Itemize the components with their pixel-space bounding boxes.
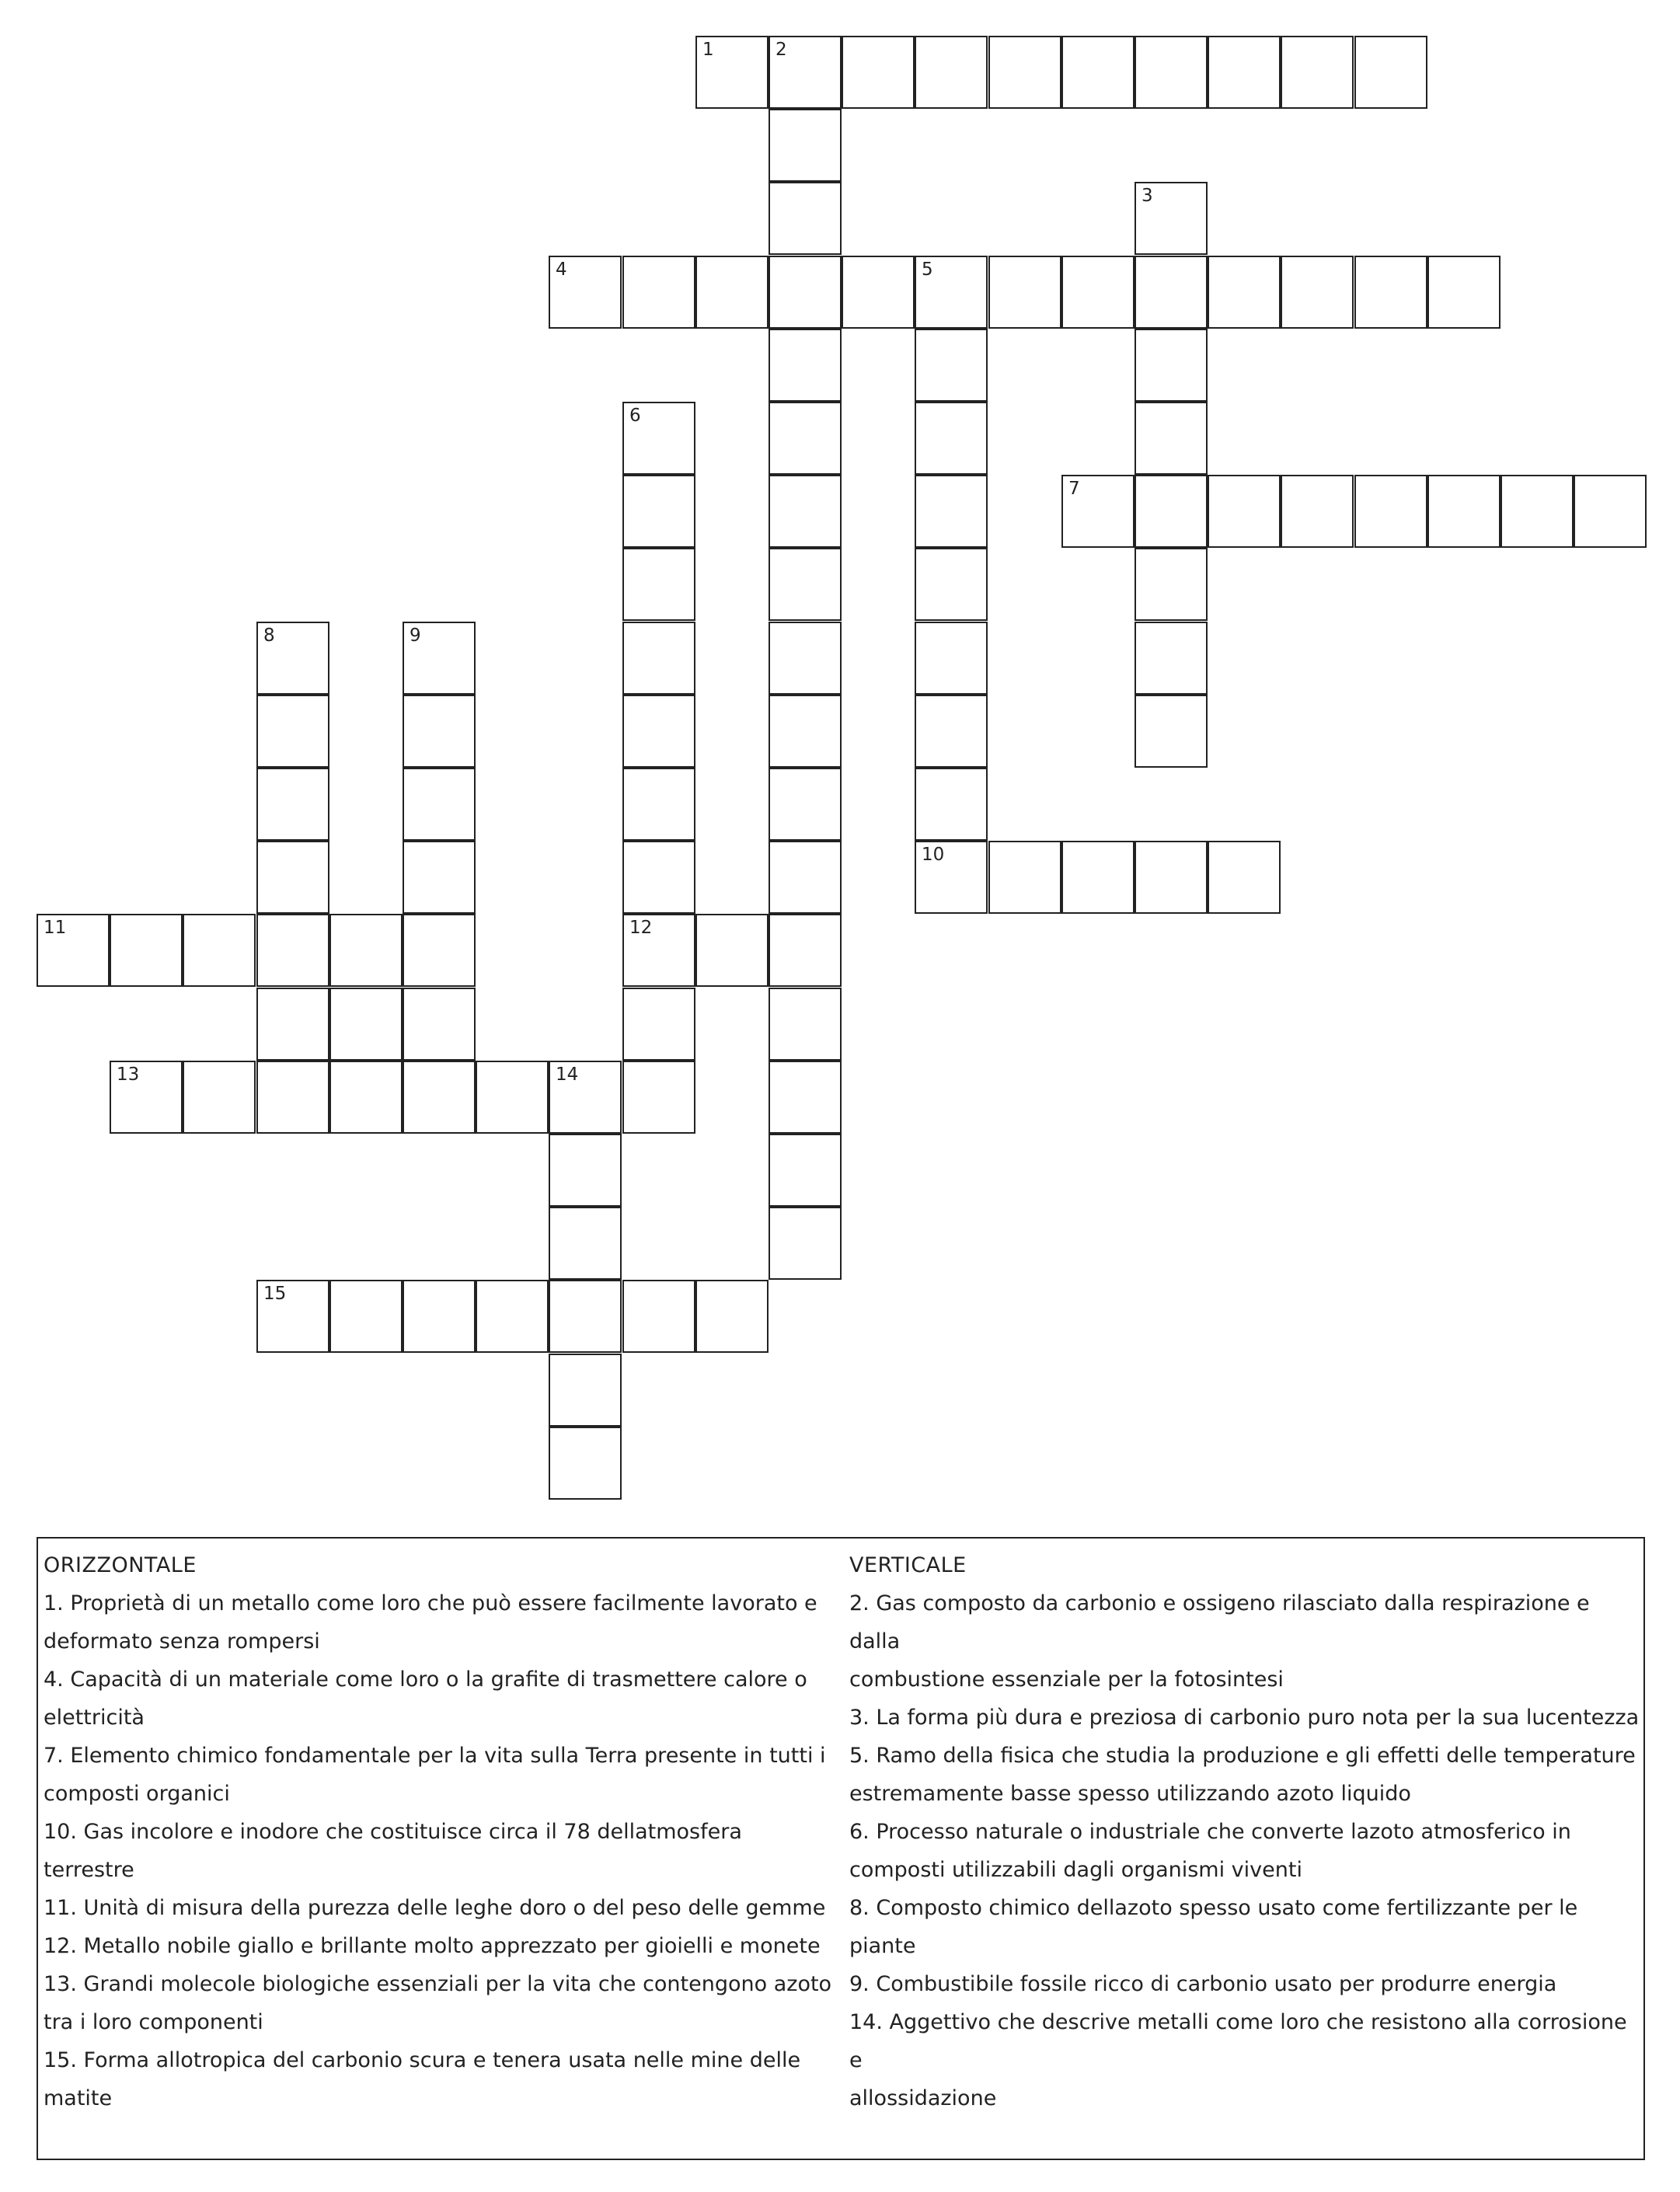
grid-cell[interactable] [183,1061,256,1134]
grid-cell[interactable] [1574,475,1647,548]
across-clue-line: 10. Gas incolore e inodore che costituisce circa il 78 dellatmosfera [44,1820,742,1844]
grid-cell[interactable] [695,36,769,109]
across-clue-line: deformato senza rompersi [44,1629,320,1654]
grid-cell[interactable] [622,914,695,987]
grid-cell[interactable] [1061,475,1135,548]
grid-cell[interactable] [988,256,1061,329]
grid-cell[interactable] [769,1134,842,1207]
across-clue-list [44,1584,856,2117]
grid-cell[interactable] [915,402,988,475]
grid-cell[interactable] [329,914,403,987]
grid-cell[interactable] [622,988,695,1061]
grid-cell[interactable] [329,1061,403,1134]
grid-cell[interactable] [769,988,842,1061]
grid-cell[interactable] [915,768,988,841]
grid-cell[interactable] [842,256,915,329]
across-clue-line: 7. Elemento chimico fondamentale per la vita sulla Terra presente in tutti i [44,1744,826,1768]
grid-cell[interactable] [622,695,695,768]
grid-cell[interactable] [1135,695,1208,768]
grid-cell[interactable] [769,768,842,841]
across-heading: ORIZZONTALE [44,1553,197,1577]
grid-cell[interactable] [622,622,695,695]
grid-cell[interactable] [622,475,695,548]
clue-number: 9 [410,626,421,646]
grid-cell[interactable] [403,622,476,695]
grid-cell[interactable] [622,1061,695,1134]
grid-cell[interactable] [403,914,476,987]
grid-cell[interactable] [403,1061,476,1134]
grid-cell[interactable] [915,36,988,109]
grid-cell[interactable] [549,1354,622,1427]
grid-cell[interactable] [769,695,842,768]
clue-box [37,1537,1645,2160]
grid-cell[interactable] [1135,256,1208,329]
across-clue-line: 12. Metallo nobile giallo e brillante molto apprezzato per gioielli e monete [44,1934,821,1958]
grid-cell[interactable] [915,548,988,621]
grid-cell[interactable] [256,1280,329,1353]
down-clue-line: 5. Ramo della fisica che studia la produzione e gli effetti delle temperature [849,1744,1636,1768]
grid-cell[interactable] [1208,256,1281,329]
grid-cell[interactable] [622,1280,695,1353]
grid-cell[interactable] [1135,36,1208,109]
grid-cell[interactable] [622,256,695,329]
grid-cell[interactable] [403,768,476,841]
grid-cell[interactable] [1281,36,1354,109]
grid-cell[interactable] [1061,36,1135,109]
grid-cell[interactable] [1135,402,1208,475]
grid-cell[interactable] [769,329,842,402]
grid-cell[interactable] [622,548,695,621]
down-clues [849,1546,1642,2117]
grid-cell[interactable] [476,1061,549,1134]
across-clue-line: composti organici [44,1782,230,1806]
grid-cell[interactable] [256,622,329,695]
grid-cell[interactable] [403,841,476,914]
grid-cell[interactable] [37,914,110,987]
grid-cell[interactable] [549,1280,622,1353]
clue-number: 4 [556,260,567,280]
grid-cell[interactable] [769,914,842,987]
grid-cell[interactable] [622,768,695,841]
across-clue-line: elettricità [44,1706,145,1730]
across-clue-line: 11. Unità di misura della purezza delle leghe doro o del peso delle gemme [44,1896,826,1920]
down-clue-line: composti utilizzabili dagli organismi viventi [849,1858,1302,1882]
grid-cell[interactable] [1354,256,1427,329]
grid-cell[interactable] [549,1061,622,1134]
grid-cell[interactable] [915,329,988,402]
grid-cell[interactable] [403,695,476,768]
grid-cell[interactable] [842,36,915,109]
grid-cell[interactable] [1135,841,1208,914]
down-clue-line: 2. Gas composto da carbonio e ossigeno rilasciato dalla respirazione e dalla [849,1591,1590,1654]
grid-cell[interactable] [1135,329,1208,402]
grid-cell[interactable] [549,1427,622,1500]
grid-cell[interactable] [549,256,622,329]
grid-cell[interactable] [695,914,769,987]
down-clue-line: estremamente basse spesso utilizzando azoto liquido [849,1782,1411,1806]
across-clues [44,1546,856,2117]
grid-cell[interactable] [549,1134,622,1207]
grid-cell[interactable] [1061,841,1135,914]
grid-cell[interactable] [769,1207,842,1280]
grid-cell[interactable] [256,988,329,1061]
down-clue-line: 3. La forma più dura e preziosa di carbonio puro nota per la sua lucentezza [849,1706,1640,1730]
across-clue-line: 15. Forma allotropica del carbonio scura e tenera usata nelle mine delle [44,2048,801,2072]
grid-cell[interactable] [915,256,988,329]
grid-cell[interactable] [1427,256,1500,329]
grid-cell[interactable] [769,402,842,475]
clue-number: 15 [263,1284,287,1304]
grid-cell[interactable] [622,402,695,475]
clue-number: 7 [1068,479,1080,499]
grid-cell[interactable] [1135,622,1208,695]
grid-cell[interactable] [769,256,842,329]
across-clue-line: 4. Capacità di un materiale come loro o la grafite di trasmettere calore o [44,1668,807,1692]
down-clue-line: 8. Composto chimico dellazoto spesso usato come fertilizzante per le piante [849,1896,1578,1958]
grid-cell[interactable] [1281,475,1354,548]
clue-number: 11 [44,918,67,938]
grid-cell[interactable] [1427,475,1500,548]
grid-cell[interactable] [1354,475,1427,548]
grid-cell[interactable] [256,914,329,987]
grid-cell[interactable] [403,988,476,1061]
grid-cell[interactable] [256,768,329,841]
grid-cell[interactable] [1061,256,1135,329]
grid-cell[interactable] [1500,475,1574,548]
down-clue-line: 9. Combustibile fossile ricco di carbonio usato per produrre energia [849,1972,1557,1996]
down-clue-line: 14. Aggettivo che descrive metalli come loro che resistono alla corrosione e [849,2010,1627,2072]
grid-cell[interactable] [1135,548,1208,621]
grid-cell[interactable] [915,695,988,768]
grid-cell[interactable] [256,841,329,914]
grid-cell[interactable] [915,475,988,548]
grid-cell[interactable] [988,36,1061,109]
grid-cell[interactable] [769,182,842,255]
grid-cell[interactable] [1135,182,1208,255]
clue-number: 12 [629,918,653,938]
grid-cell[interactable] [769,548,842,621]
grid-cell[interactable] [622,841,695,914]
down-clue-line: allossidazione [849,2086,997,2110]
across-clue-line: tra i loro componenti [44,2010,263,2034]
grid-cell[interactable] [1208,36,1281,109]
grid-cell[interactable] [549,1207,622,1280]
clue-number: 6 [629,406,641,426]
grid-cell[interactable] [256,695,329,768]
down-clue-line: combustione essenziale per la fotosintesi [849,1668,1284,1692]
clue-number: 5 [922,260,933,280]
grid-cell[interactable] [403,1280,476,1353]
down-clue-line: 6. Processo naturale o industriale che converte lazoto atmosferico in [849,1820,1571,1844]
grid-cell[interactable] [915,622,988,695]
across-clue-line: 13. Grandi molecole biologiche essenziali per la vita che contengono azoto [44,1972,832,1996]
clue-number: 10 [922,845,945,865]
clue-number: 1 [702,40,714,60]
grid-cell[interactable] [769,36,842,109]
grid-cell[interactable] [329,988,403,1061]
grid-cell[interactable] [1135,475,1208,548]
clue-number: 8 [263,626,275,646]
grid-cell[interactable] [110,1061,183,1134]
grid-cell[interactable] [256,1061,329,1134]
across-clue-line: 1. Proprietà di un metallo come loro che può essere facilmente lavorato e [44,1591,817,1615]
grid-cell[interactable] [988,841,1061,914]
grid-cell[interactable] [695,1280,769,1353]
grid-cell[interactable] [476,1280,549,1353]
clue-number: 13 [117,1065,140,1085]
grid-cell[interactable] [769,841,842,914]
clue-number: 14 [556,1065,579,1085]
grid-cell[interactable] [183,914,256,987]
grid-cell[interactable] [1354,36,1427,109]
down-heading: VERTICALE [849,1553,967,1577]
grid-cell[interactable] [769,1061,842,1134]
clue-number: 3 [1141,186,1153,206]
grid-cell[interactable] [329,1280,403,1353]
grid-cell[interactable] [1208,475,1281,548]
grid-cell[interactable] [1281,256,1354,329]
grid-cell[interactable] [769,475,842,548]
grid-cell[interactable] [769,622,842,695]
grid-cell[interactable] [915,841,988,914]
grid-cell[interactable] [769,109,842,182]
clue-number: 2 [776,40,787,60]
down-clue-list [849,1584,1642,2117]
grid-cell[interactable] [695,256,769,329]
across-clue-line: terrestre [44,1858,134,1882]
grid-cell[interactable] [110,914,183,987]
across-clue-line: matite [44,2086,113,2110]
grid-cell[interactable] [1208,841,1281,914]
